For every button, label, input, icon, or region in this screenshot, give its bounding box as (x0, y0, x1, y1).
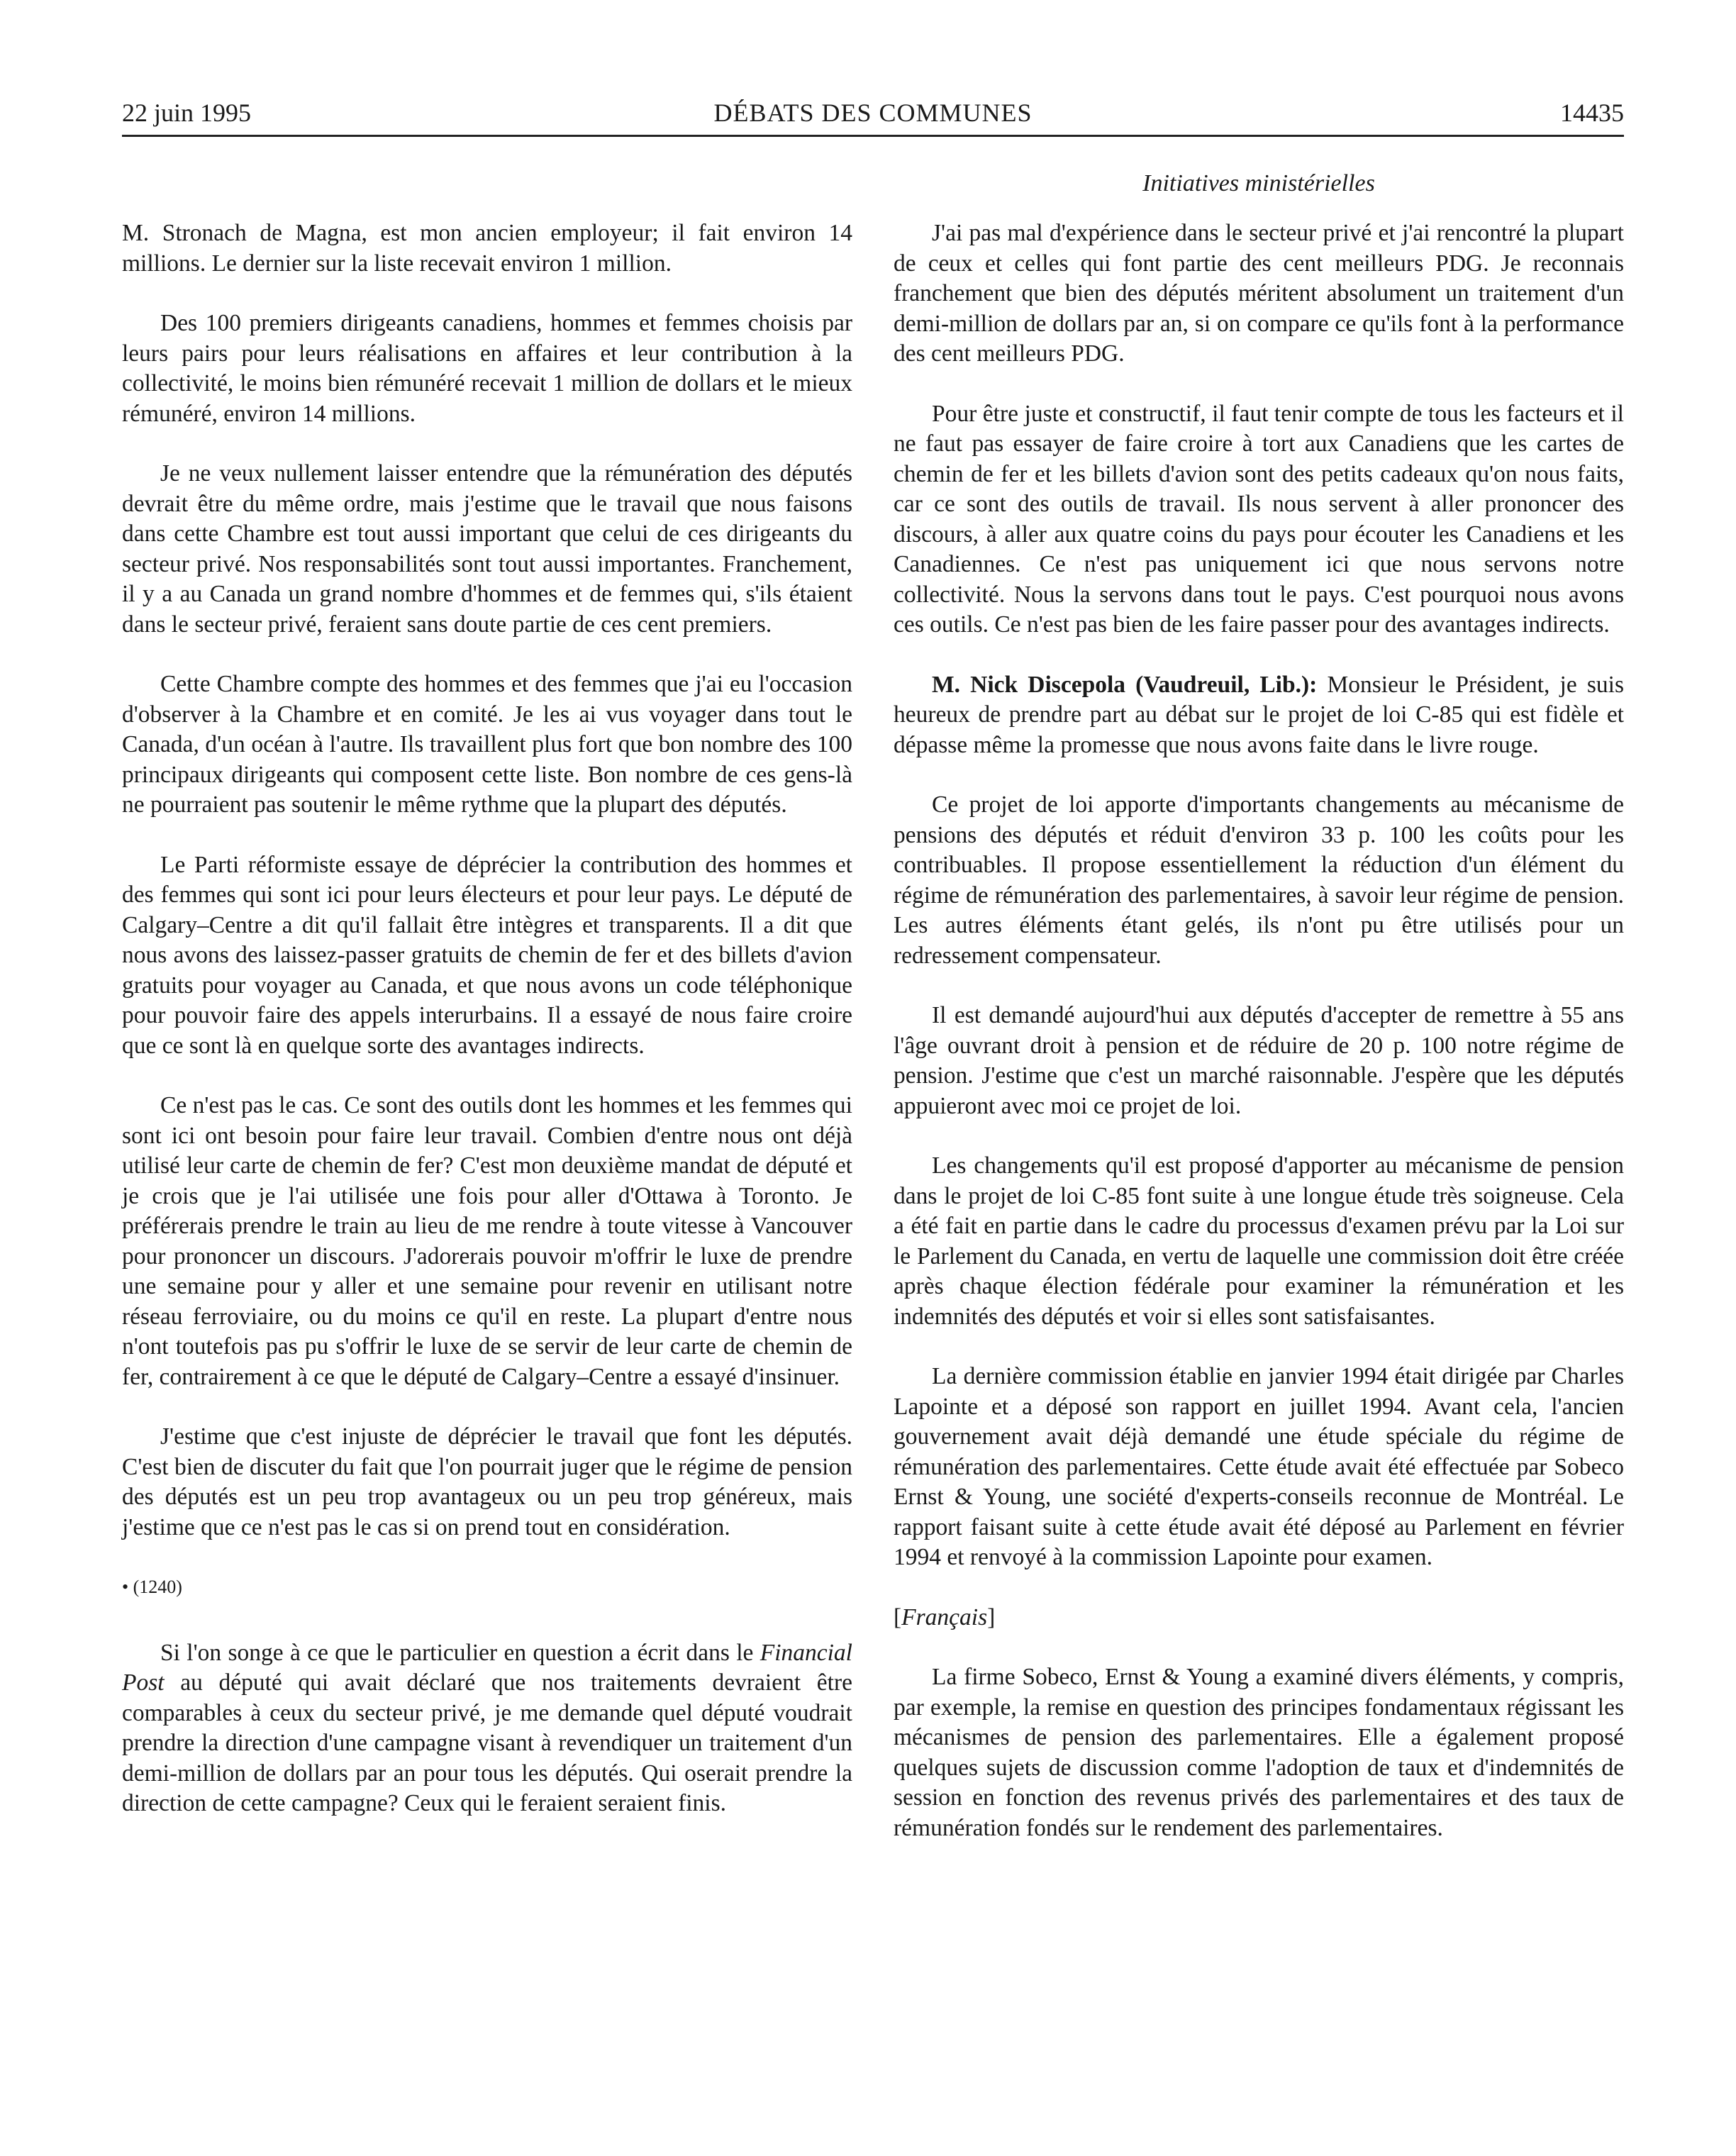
speaker-name: M. Nick Discepola (Vaudreuil, Lib.): (932, 671, 1318, 698)
header-page-number: 14435 (1560, 99, 1624, 127)
paragraph: Pour être juste et constructif, il faut tenir compte de tous les facteurs et il ne faut pas essayer de faire croire à tort aux Canadiens que les cartes de chemin de fer et les billets d'avion sont des petits cadeaux qu'on nous faits, car ce sont des outils de travail. Ils nous servent à aller prononcer des discours, à aller aux quatre coins du pays pour écouter les Canadiens et les Canadiennes. Ce n'est pas uniquement ici que nous servons notre collectivité. Nous la servons dans tout le pays. C'est pourquoi nous avons ces outils. Ce n'est pas bien de les faire passer pour des avantages indirects. (894, 400, 1624, 638)
paragraph: Cette Chambre compte des hommes et des femmes que j'ai eu l'occasion d'observer à la Chambre et en comité. Je les ai vus voyager dans tout le Canada, d'un océan à l'autre. Ils travaillent plus fort que bon nombre des 100 principaux dirigeants qui composent cette liste. Bon nombre de ces gens-là ne pourraient pas soutenir le même rythme que la plupart des députés. (122, 671, 852, 818)
paragraph: J'ai pas mal d'expérience dans le secteur privé et j'ai rencontré la plupart de ceux et celles qui font partie des cent meilleurs PDG. Je reconnais franchement que bien des députés méritent absolument un traitement d'un demi-million de dollars par an, si on compare ce qu'ils font à la performance des cent meilleurs PDG. (894, 220, 1624, 367)
paragraph: La firme Sobeco, Ernst & Young a examiné divers éléments, y compris, par exemple, la remise en question des principes fondamentaux régissant les mécanismes de pension des parlementaires. Elle a également proposé quelques sujets de discussion comme l'adoption de taux et d'indemnités de session en fonction des revenus privés des parlementaires et des taux de rémunération fondés sur le rendement des parlementaires. (894, 1664, 1624, 1841)
paragraph: Le Parti réformiste essaye de déprécier la contribution des hommes et des femmes qui sont ici pour leurs électeurs et pour leur pays. Le député de Calgary–Centre a dit qu'il fallait être intègres et transparents. Il a dit que nous avons des laissez-passer gratuits de chemin de fer et des billets d'avion gratuits pour voyager au Canada, et que nous avons un code téléphonique pour pouvoir faire des appels interurbains. Il a essayé de nous faire croire que ce sont là en quelque sorte des avantages indirects. (122, 851, 852, 1059)
paragraph-text: au député qui avait déclaré que nos traitements devraient être comparables à ceux du secteur privé, je me demande quel député voudrait prendre la direction d'une campagne visant à revendiquer un traitement d'un demi-million de dollars par an pour tous les députés. Qui oserait prendre la direction de cette campagne? Ceux qui le feraient seraient finis. (122, 1669, 852, 1816)
section-label: Initiatives ministérielles (1142, 170, 1375, 196)
publication-title: Financial Post (122, 1639, 852, 1696)
paragraph: La dernière commission établie en janvier 1994 était dirigée par Charles Lapointe et a déposé son rapport en juillet 1994. Avant cela, l'ancien gouvernement avait déjà demandé une étude spéciale du régime de rémunération des parlementaires. Cette étude avait été effectuée par Sobeco Ernst & Young, une société d'experts-conseils reconnue de Montréal. Le rapport faisant suite à cette étude avait été déposé au Parlement en février 1994 et renvoyé à la commission Lapointe pour examen. (894, 1363, 1624, 1570)
paragraph: M. Stronach de Magna, est mon ancien employeur; il fait environ 14 millions. Le dernier sur la liste recevait environ 1 million. (122, 220, 852, 277)
header-title: DÉBATS DES COMMUNES (713, 99, 1033, 127)
header-date: 22 juin 1995 (122, 99, 252, 127)
paragraph (122, 1638, 852, 1819)
paragraph: Ce projet de loi apporte d'importants changements au mécanisme de pensions des députés et réduit d'environ 33 p. 100 les coûts pour les contribuables. Il propose essentiellement la réduction d'un élément du régime de rémunération des parlementaires, à savoir leur régime de pension. Les autres éléments étant gelés, ils n'ont pu être utilisés pour un redressement compensateur. (894, 791, 1624, 969)
right-column (894, 218, 1624, 1873)
paragraph: Ce n'est pas le cas. Ce sont des outils dont les hommes et les femmes qui sont ici ont besoin pour faire leur travail. Combien d'entre nous ont déjà utilisé leur carte de chemin de fer? C'est mon deuxième mandat de député et je crois que je l'ai utilisée une fois pour aller d'Ottawa à Toronto. Je préférerais prendre le train au lieu de me rendre à toute vitesse à Vancouver pour prononcer un discours. J'adorerais pouvoir m'offrir le luxe de prendre une semaine pour y aller et une semaine pour revenir en utilisant notre réseau ferroviaire, ou du moins ce qu'il en reste. La plupart d'entre nous n'ont toutefois pas pu s'offrir le luxe de se servir de leur carte de chemin de fer, contrairement à ce que le député de Calgary–Centre a essayé d'insinuer. (122, 1092, 852, 1390)
paragraph: Des 100 premiers dirigeants canadiens, hommes et femmes choisis par leurs pairs pour leurs réalisations en affaires et leur contribution à la collectivité, le moins bien rémunéré recevait 1 million de dollars et le mieux rémunéré, environ 14 millions. (122, 310, 852, 427)
bracket-open: [ (894, 1604, 902, 1630)
language-label: Français (901, 1604, 988, 1630)
paragraph: Je ne veux nullement laisser entendre que la rémunération des députés devrait être du même ordre, mais j'estime que le travail que nous faisons dans cette Chambre est tout aussi important que celui de ces dirigeants du secteur privé. Nos responsabilités sont tout aussi importantes. Franchement, il y a au Canada un grand nombre d'hommes et de femmes qui, s'ils étaient dans le secteur privé, feraient sans doute partie de ces cent premiers. (122, 460, 852, 638)
paragraph (894, 670, 1624, 761)
paragraph: Les changements qu'il est proposé d'apporter au mécanisme de pension dans le projet de loi C-85 font suite à une longue étude très soigneuse. Cela a été fait en partie dans le cadre du processus d'examen prévu par la Loi sur le Parlement du Canada, en vertu de laquelle une commission doit être créée après chaque élection fédérale pour examiner la rémunération et les indemnités des députés et voir si elles sont satisfaisantes. (894, 1152, 1624, 1330)
bracket-close: ] (987, 1604, 996, 1630)
time-marker: • (1240) (122, 1577, 182, 1597)
language-marker (894, 1603, 1624, 1633)
left-column (122, 218, 852, 1849)
paragraph: Il est demandé aujourd'hui aux députés d'accepter de remettre à 55 ans l'âge ouvrant droit à pension et de réduire de 20 p. 100 notre régime de pension. J'estime que c'est un marché raisonnable. J'espère que les députés appuieront avec moi ce projet de loi. (894, 1002, 1624, 1119)
paragraph-text: Monsieur le Président, je suis heureux de prendre part au débat sur le projet de loi C-85 qui est fidèle et dépasse même la promesse que nous avons faite dans le livre rouge. (894, 671, 1624, 758)
paragraph: J'estime que c'est injuste de déprécier le travail que font les députés. C'est bien de discuter du fait que l'on pourrait juger que le régime de pension des députés est un peu trop avantageux ou un peu trop généreux, mais j'estime que ce n'est pas le cas si on prend tout en considération. (122, 1423, 852, 1540)
paragraph-text: Si l'on songe à ce que le particulier en question a écrit dans le (160, 1639, 760, 1666)
page-header (122, 92, 1624, 137)
